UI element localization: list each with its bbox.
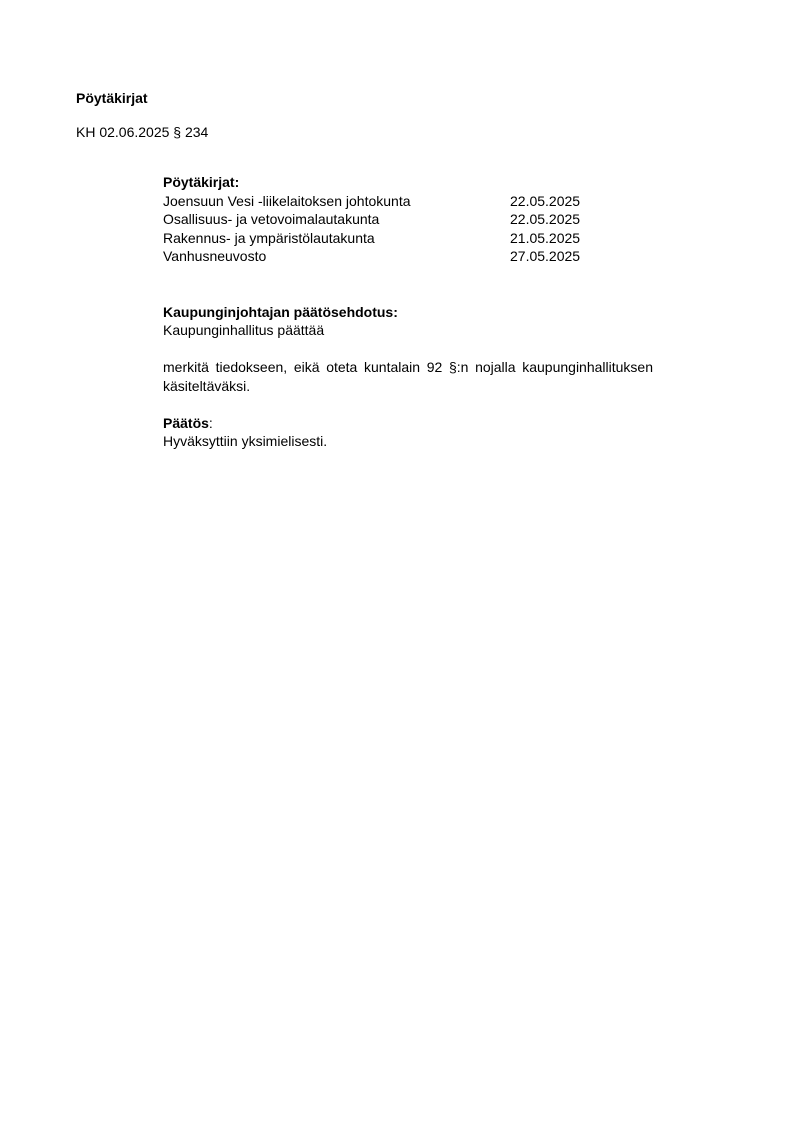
minutes-title: Pöytäkirjat: bbox=[163, 174, 240, 190]
meeting-reference: KH 02.06.2025 § 234 bbox=[76, 124, 209, 140]
minutes-body-name: Joensuun Vesi -liikelaitoksen johtokunta bbox=[163, 192, 411, 209]
proposal-section bbox=[163, 303, 663, 396]
minutes-body-name: Osallisuus- ja vetovoimalautakunta bbox=[163, 211, 380, 227]
minutes-date: 21.05.2025 bbox=[510, 229, 581, 246]
minutes-section bbox=[163, 173, 663, 266]
decision-text: Hyväksyttiin yksimielisesti. bbox=[163, 433, 328, 449]
minutes-row bbox=[163, 192, 663, 211]
proposal-intro: Kaupunginhallitus päättää bbox=[163, 322, 325, 338]
minutes-row bbox=[163, 210, 663, 229]
minutes-body-name: Vanhusneuvosto bbox=[163, 248, 267, 264]
minutes-row bbox=[163, 247, 663, 266]
minutes-date: 27.05.2025 bbox=[510, 248, 581, 264]
minutes-date: 22.05.2025 bbox=[510, 192, 581, 209]
decision-heading bbox=[163, 414, 663, 433]
minutes-date: 22.05.2025 bbox=[510, 211, 581, 227]
decision-title-suffix: : bbox=[208, 414, 213, 431]
minutes-row bbox=[163, 229, 663, 248]
decision-title: Päätös bbox=[163, 414, 209, 431]
document-content bbox=[163, 173, 663, 451]
document-heading: Pöytäkirjat bbox=[76, 90, 148, 106]
proposal-text: merkitä tiedokseen, eikä oteta kuntalain 92 §:n nojalla kaupunginhallituksen käsiteltäväksi. bbox=[163, 359, 653, 394]
minutes-body-name: Rakennus- ja ympäristölautakunta bbox=[163, 229, 375, 246]
proposal-title: Kaupunginjohtajan päätösehdotus: bbox=[163, 303, 398, 320]
decision-section bbox=[163, 414, 663, 451]
